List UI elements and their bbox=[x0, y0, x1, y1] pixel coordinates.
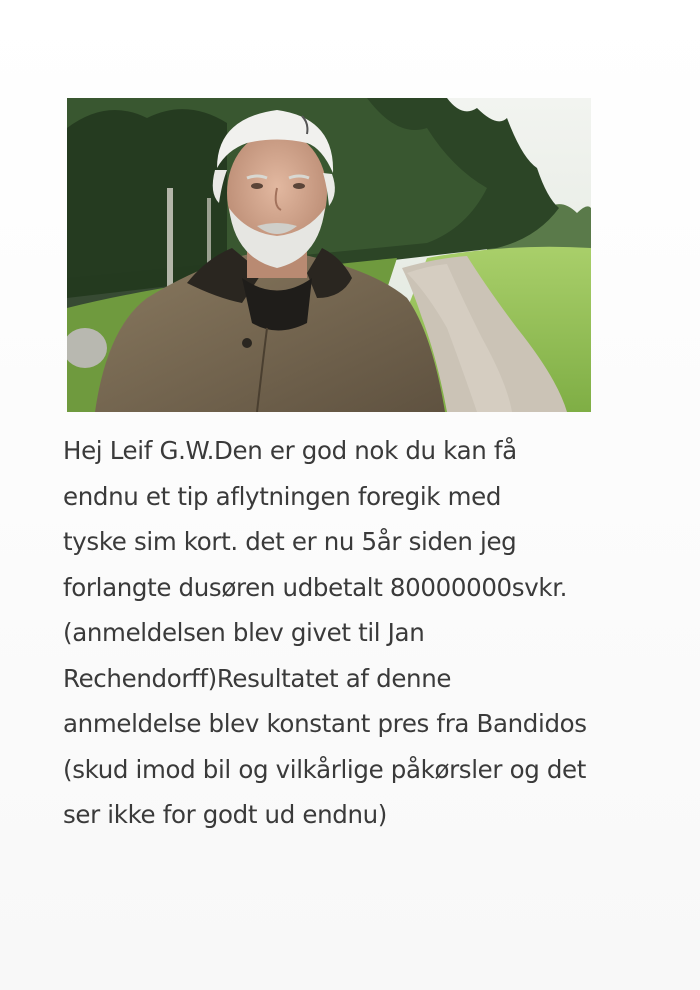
letter-line: anmeldelse blev konstant pres fra Bandidos bbox=[63, 709, 587, 738]
portrait-photo-illustration bbox=[67, 98, 591, 412]
portrait-photo bbox=[67, 98, 591, 412]
letter-line: Hej Leif G.W.Den er god nok du kan få bbox=[63, 436, 517, 465]
letter-line: tyske sim kort. det er nu 5år siden jeg bbox=[63, 527, 517, 556]
letter-line: (skud imod bil og vilkårlige påkørsler og det bbox=[63, 754, 587, 784]
letter-line: endnu et tip aflytningen foregik med bbox=[63, 481, 502, 511]
letter-line: Rechendorff)Resultatet af denne bbox=[63, 663, 452, 693]
letter-text bbox=[63, 428, 683, 838]
letter-line: ser ikke for godt ud endnu) bbox=[63, 800, 388, 829]
letter-line: (anmeldelsen blev givet til Jan bbox=[63, 618, 425, 647]
letter-line: forlangte dusøren udbetalt 80000000svkr. bbox=[63, 572, 568, 602]
